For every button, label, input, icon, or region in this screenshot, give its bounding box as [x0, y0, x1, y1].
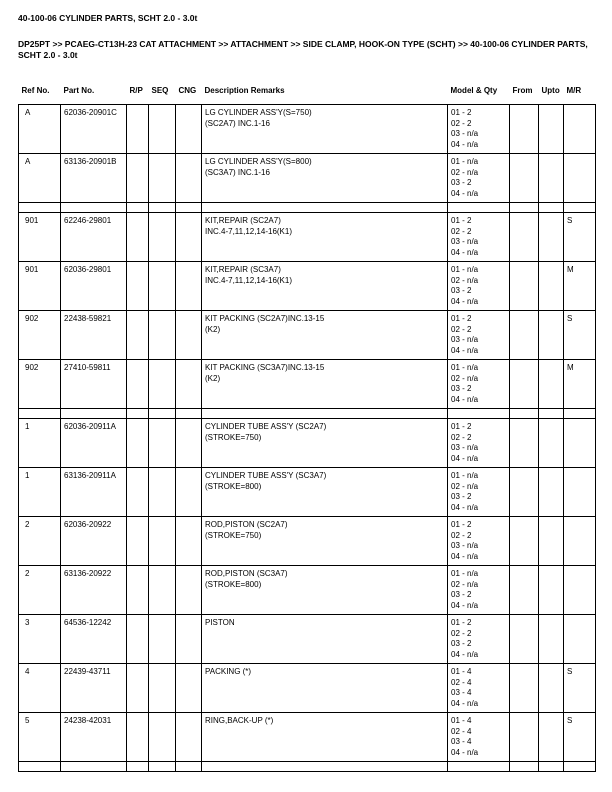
- cell-part-no: 22439-43711: [61, 664, 127, 713]
- cell-model-qty-line: 01 - n/a: [451, 265, 479, 274]
- header-upto: Upto: [541, 86, 560, 95]
- cell-description-line: PACKING (*): [205, 667, 252, 676]
- cell-from: [510, 154, 539, 203]
- spacer-cell: [510, 409, 539, 419]
- cell-part-no: 63136-20922: [61, 566, 127, 615]
- spacer-row: [19, 203, 596, 213]
- cell-mr: M: [564, 360, 596, 409]
- cell-cng: [176, 664, 202, 713]
- cell-ref-no: 901: [19, 213, 61, 262]
- spacer-cell: [127, 409, 149, 419]
- cell-model-qty: [448, 517, 510, 566]
- header-cng: CNG: [178, 86, 197, 95]
- cell-description-line: (STROKE=800): [205, 481, 262, 491]
- cell-description-line: INC.4-7,11,12,14-16(K1): [205, 275, 293, 285]
- cell-model-qty: [448, 664, 510, 713]
- cell-description-line: INC.4-7,11,12,14-16(K1): [205, 226, 293, 236]
- cell-description-line: (STROKE=800): [205, 579, 262, 589]
- cell-mr: S: [564, 664, 596, 713]
- cell-model-qty-line: 03 - 2: [451, 384, 472, 393]
- cell-from: [510, 517, 539, 566]
- table-row: [19, 262, 596, 311]
- cell-model-qty-line: 02 - 2: [451, 324, 472, 334]
- cell-upto: [539, 105, 564, 154]
- cell-model-qty-line: 03 - n/a: [451, 129, 479, 138]
- cell-upto: [539, 468, 564, 517]
- cell-model-qty-line: 04 - n/a: [451, 502, 479, 512]
- cell-model-qty-line: 04 - n/a: [451, 188, 479, 198]
- cell-description-line: (SC2A7) INC.1-16: [205, 118, 270, 128]
- cell-model-qty-line: 03 - 2: [451, 639, 472, 648]
- table-row: [19, 517, 596, 566]
- header-rp: R/P: [129, 86, 143, 95]
- cell-rp: [127, 262, 149, 311]
- cell-part-no: 62036-29801: [61, 262, 127, 311]
- cell-model-qty-line: 02 - 4: [451, 726, 472, 736]
- cell-model-qty: [448, 311, 510, 360]
- cell-description: [202, 566, 448, 615]
- cell-from: [510, 566, 539, 615]
- parts-table-body: [19, 105, 596, 772]
- cell-description: [202, 468, 448, 517]
- cell-model-qty-line: 01 - n/a: [451, 157, 479, 166]
- spacer-cell: [448, 762, 510, 772]
- cell-ref-no: 902: [19, 311, 61, 360]
- cell-mr: [564, 615, 596, 664]
- cell-model-qty-line: 03 - n/a: [451, 237, 479, 246]
- cell-description: [202, 615, 448, 664]
- cell-model-qty-line: 02 - 2: [451, 628, 472, 638]
- cell-rp: [127, 154, 149, 203]
- cell-description: [202, 154, 448, 203]
- cell-model-qty-line: 02 - 4: [451, 677, 472, 687]
- table-row: [19, 615, 596, 664]
- cell-description-line: RING,BACK-UP (*): [205, 716, 274, 725]
- cell-mr: [564, 419, 596, 468]
- cell-description-line: PISTON: [205, 618, 235, 627]
- cell-mr: [564, 154, 596, 203]
- cell-rp: [127, 713, 149, 762]
- cell-model-qty-line: 04 - n/a: [451, 453, 479, 463]
- cell-model-qty-line: 01 - 2: [451, 422, 472, 431]
- cell-description: [202, 419, 448, 468]
- header-from: From: [512, 86, 533, 95]
- header-seq: SEQ: [151, 86, 169, 95]
- cell-part-no: 63136-20901B: [61, 154, 127, 203]
- cell-upto: [539, 419, 564, 468]
- cell-model-qty-line: 02 - n/a: [451, 373, 479, 383]
- cell-model-qty-line: 01 - n/a: [451, 363, 479, 372]
- cell-model-qty-line: 04 - n/a: [451, 394, 479, 404]
- spacer-cell: [149, 762, 176, 772]
- cell-from: [510, 664, 539, 713]
- spacer-cell: [176, 203, 202, 213]
- table-row: [19, 154, 596, 203]
- cell-description: [202, 713, 448, 762]
- table-row: [19, 360, 596, 409]
- cell-from: [510, 615, 539, 664]
- cell-model-qty-line: 03 - 2: [451, 286, 472, 295]
- cell-seq: [149, 419, 176, 468]
- spacer-cell: [448, 203, 510, 213]
- cell-part-no: 22438-59821: [61, 311, 127, 360]
- table-row: [19, 419, 596, 468]
- cell-description-line: ROD,PISTON (SC2A7): [205, 520, 288, 529]
- cell-seq: [149, 311, 176, 360]
- cell-cng: [176, 566, 202, 615]
- cell-part-no: 63136-20911A: [61, 468, 127, 517]
- cell-upto: [539, 154, 564, 203]
- spacer-cell: [61, 203, 127, 213]
- cell-ref-no: 2: [19, 517, 61, 566]
- spacer-cell: [19, 762, 61, 772]
- header-model-qty: Model & Qty: [450, 86, 498, 95]
- header-part-no: Part No.: [63, 86, 95, 95]
- cell-upto: [539, 213, 564, 262]
- cell-ref-no: A: [19, 105, 61, 154]
- cell-from: [510, 419, 539, 468]
- cell-description-line: ROD,PISTON (SC3A7): [205, 569, 288, 578]
- cell-model-qty-line: 03 - n/a: [451, 541, 479, 550]
- cell-model-qty-line: 04 - n/a: [451, 296, 479, 306]
- spacer-cell: [564, 762, 596, 772]
- cell-description: [202, 360, 448, 409]
- cell-ref-no: 3: [19, 615, 61, 664]
- cell-model-qty: [448, 419, 510, 468]
- cell-model-qty: [448, 713, 510, 762]
- cell-model-qty-line: 02 - n/a: [451, 275, 479, 285]
- cell-rp: [127, 105, 149, 154]
- cell-ref-no: 2: [19, 566, 61, 615]
- cell-model-qty-line: 02 - 2: [451, 530, 472, 540]
- header-mr: M/R: [566, 86, 582, 95]
- parts-table: [18, 84, 596, 772]
- cell-cng: [176, 713, 202, 762]
- cell-description: [202, 517, 448, 566]
- cell-description: [202, 105, 448, 154]
- cell-model-qty: [448, 468, 510, 517]
- cell-description: [202, 262, 448, 311]
- cell-ref-no: 5: [19, 713, 61, 762]
- spacer-cell: [176, 762, 202, 772]
- cell-description-line: KIT PACKING (SC2A7)INC.13-15: [205, 314, 325, 323]
- spacer-cell: [202, 762, 448, 772]
- cell-model-qty-line: 02 - 2: [451, 432, 472, 442]
- cell-part-no: 62036-20901C: [61, 105, 127, 154]
- spacer-cell: [149, 409, 176, 419]
- spacer-cell: [127, 203, 149, 213]
- cell-model-qty-line: 04 - n/a: [451, 247, 479, 257]
- cell-model-qty: [448, 262, 510, 311]
- cell-model-qty-line: 01 - 4: [451, 667, 472, 676]
- cell-model-qty-line: 01 - 2: [451, 108, 472, 117]
- cell-description-line: (SC3A7) INC.1-16: [205, 167, 270, 177]
- cell-description-line: KIT PACKING (SC3A7)INC.13-15: [205, 363, 325, 372]
- cell-model-qty-line: 04 - n/a: [451, 747, 479, 757]
- cell-description: [202, 664, 448, 713]
- cell-model-qty-line: 03 - n/a: [451, 443, 479, 452]
- cell-description-line: (STROKE=750): [205, 530, 262, 540]
- cell-model-qty-line: 04 - n/a: [451, 649, 479, 659]
- cell-description-line: KIT,REPAIR (SC2A7): [205, 216, 281, 225]
- cell-model-qty-line: 04 - n/a: [451, 551, 479, 561]
- cell-from: [510, 360, 539, 409]
- spacer-cell: [61, 762, 127, 772]
- cell-part-no: 62036-20922: [61, 517, 127, 566]
- cell-rp: [127, 566, 149, 615]
- cell-description: [202, 213, 448, 262]
- cell-from: [510, 262, 539, 311]
- cell-rp: [127, 615, 149, 664]
- cell-model-qty-line: 01 - n/a: [451, 569, 479, 578]
- cell-model-qty-line: 01 - 2: [451, 520, 472, 529]
- cell-model-qty: [448, 154, 510, 203]
- spacer-cell: [127, 762, 149, 772]
- cell-model-qty: [448, 213, 510, 262]
- cell-model-qty-line: 02 - 2: [451, 226, 472, 236]
- parts-table-head: [19, 84, 596, 105]
- spacer-row: [19, 409, 596, 419]
- cell-model-qty-line: 03 - 2: [451, 590, 472, 599]
- spacer-row: [19, 762, 596, 772]
- spacer-cell: [539, 203, 564, 213]
- cell-model-qty-line: 01 - 4: [451, 716, 472, 725]
- cell-mr: S: [564, 213, 596, 262]
- cell-upto: [539, 262, 564, 311]
- header-description-remarks: Description Remarks: [204, 86, 285, 95]
- cell-ref-no: A: [19, 154, 61, 203]
- cell-description-line: (K2): [205, 373, 221, 383]
- cell-cng: [176, 105, 202, 154]
- cell-seq: [149, 105, 176, 154]
- cell-description-line: LG CYLINDER ASS'Y(S=750): [205, 108, 312, 117]
- cell-mr: [564, 105, 596, 154]
- cell-upto: [539, 311, 564, 360]
- cell-mr: S: [564, 713, 596, 762]
- cell-model-qty-line: 03 - 2: [451, 178, 472, 187]
- cell-part-no: 24238-42031: [61, 713, 127, 762]
- cell-description-line: KIT,REPAIR (SC3A7): [205, 265, 281, 274]
- spacer-cell: [176, 409, 202, 419]
- spacer-cell: [149, 203, 176, 213]
- cell-seq: [149, 664, 176, 713]
- cell-seq: [149, 154, 176, 203]
- spacer-cell: [539, 762, 564, 772]
- cell-upto: [539, 517, 564, 566]
- cell-model-qty-line: 04 - n/a: [451, 345, 479, 355]
- cell-model-qty-line: 01 - 2: [451, 618, 472, 627]
- cell-description-line: LG CYLINDER ASS'Y(S=800): [205, 157, 312, 166]
- spacer-cell: [564, 203, 596, 213]
- cell-model-qty-line: 01 - n/a: [451, 471, 479, 480]
- cell-cng: [176, 311, 202, 360]
- cell-mr: S: [564, 311, 596, 360]
- cell-seq: [149, 213, 176, 262]
- cell-rp: [127, 419, 149, 468]
- cell-mr: [564, 468, 596, 517]
- cell-seq: [149, 713, 176, 762]
- cell-upto: [539, 713, 564, 762]
- cell-cng: [176, 262, 202, 311]
- table-row: [19, 664, 596, 713]
- cell-seq: [149, 262, 176, 311]
- cell-model-qty-line: 04 - n/a: [451, 600, 479, 610]
- cell-from: [510, 468, 539, 517]
- spacer-cell: [539, 409, 564, 419]
- cell-description: [202, 311, 448, 360]
- cell-model-qty-line: 01 - 2: [451, 216, 472, 225]
- cell-model-qty-line: 02 - n/a: [451, 579, 479, 589]
- spacer-cell: [510, 762, 539, 772]
- cell-part-no: 62036-20911A: [61, 419, 127, 468]
- spacer-cell: [510, 203, 539, 213]
- cell-mr: M: [564, 262, 596, 311]
- cell-model-qty-line: 04 - n/a: [451, 698, 479, 708]
- cell-part-no: 64536-12242: [61, 615, 127, 664]
- header-ref-no: Ref No.: [21, 86, 50, 95]
- cell-model-qty: [448, 105, 510, 154]
- cell-description-line: (K2): [205, 324, 221, 334]
- cell-seq: [149, 517, 176, 566]
- cell-cng: [176, 213, 202, 262]
- cell-model-qty-line: 02 - 2: [451, 118, 472, 128]
- cell-upto: [539, 360, 564, 409]
- page-title: 40-100-06 CYLINDER PARTS, SCHT 2.0 - 3.0t: [18, 13, 198, 23]
- table-row: [19, 468, 596, 517]
- cell-cng: [176, 360, 202, 409]
- cell-seq: [149, 566, 176, 615]
- cell-ref-no: 1: [19, 468, 61, 517]
- cell-cng: [176, 517, 202, 566]
- cell-ref-no: 902: [19, 360, 61, 409]
- spacer-cell: [19, 409, 61, 419]
- cell-mr: [564, 517, 596, 566]
- table-row: [19, 213, 596, 262]
- cell-upto: [539, 664, 564, 713]
- cell-description-line: CYLINDER TUBE ASS'Y (SC2A7): [205, 422, 327, 431]
- cell-model-qty-line: 02 - n/a: [451, 167, 479, 177]
- table-row: [19, 311, 596, 360]
- cell-rp: [127, 311, 149, 360]
- cell-rp: [127, 664, 149, 713]
- cell-description-line: CYLINDER TUBE ASS'Y (SC3A7): [205, 471, 327, 480]
- cell-seq: [149, 615, 176, 664]
- cell-model-qty-line: 02 - n/a: [451, 481, 479, 491]
- table-row: [19, 566, 596, 615]
- breadcrumb: DP25PT >> PCAEG-CT13H-23 CAT ATTACHMENT >> ATTACHMENT >> SIDE CLAMP, HOOK-ON TYPE (SCHT) >> 40-100-06 CYLINDER PARTS, SCHT 2.0 - 3.0t: [18, 39, 588, 60]
- cell-part-no: 27410-59811: [61, 360, 127, 409]
- cell-from: [510, 213, 539, 262]
- table-row: [19, 713, 596, 762]
- header-row: [19, 84, 596, 105]
- spacer-cell: [448, 409, 510, 419]
- cell-part-no: 62246-29801: [61, 213, 127, 262]
- cell-upto: [539, 615, 564, 664]
- cell-from: [510, 105, 539, 154]
- cell-mr: [564, 566, 596, 615]
- cell-seq: [149, 360, 176, 409]
- spacer-cell: [564, 409, 596, 419]
- cell-model-qty: [448, 615, 510, 664]
- cell-model-qty-line: 03 - 4: [451, 737, 472, 746]
- cell-upto: [539, 566, 564, 615]
- cell-seq: [149, 468, 176, 517]
- spacer-cell: [202, 203, 448, 213]
- table-row: [19, 105, 596, 154]
- cell-cng: [176, 615, 202, 664]
- cell-from: [510, 713, 539, 762]
- spacer-cell: [202, 409, 448, 419]
- cell-model-qty-line: 04 - n/a: [451, 139, 479, 149]
- cell-cng: [176, 154, 202, 203]
- cell-model-qty: [448, 566, 510, 615]
- cell-description-line: (STROKE=750): [205, 432, 262, 442]
- cell-from: [510, 311, 539, 360]
- cell-cng: [176, 468, 202, 517]
- cell-cng: [176, 419, 202, 468]
- cell-ref-no: 4: [19, 664, 61, 713]
- cell-rp: [127, 468, 149, 517]
- cell-model-qty-line: 01 - 2: [451, 314, 472, 323]
- cell-ref-no: 901: [19, 262, 61, 311]
- cell-ref-no: 1: [19, 419, 61, 468]
- cell-model-qty-line: 03 - 2: [451, 492, 472, 501]
- cell-rp: [127, 360, 149, 409]
- spacer-cell: [61, 409, 127, 419]
- cell-model-qty-line: 03 - 4: [451, 688, 472, 697]
- cell-model-qty-line: 03 - n/a: [451, 335, 479, 344]
- cell-model-qty: [448, 360, 510, 409]
- cell-rp: [127, 517, 149, 566]
- cell-rp: [127, 213, 149, 262]
- spacer-cell: [19, 203, 61, 213]
